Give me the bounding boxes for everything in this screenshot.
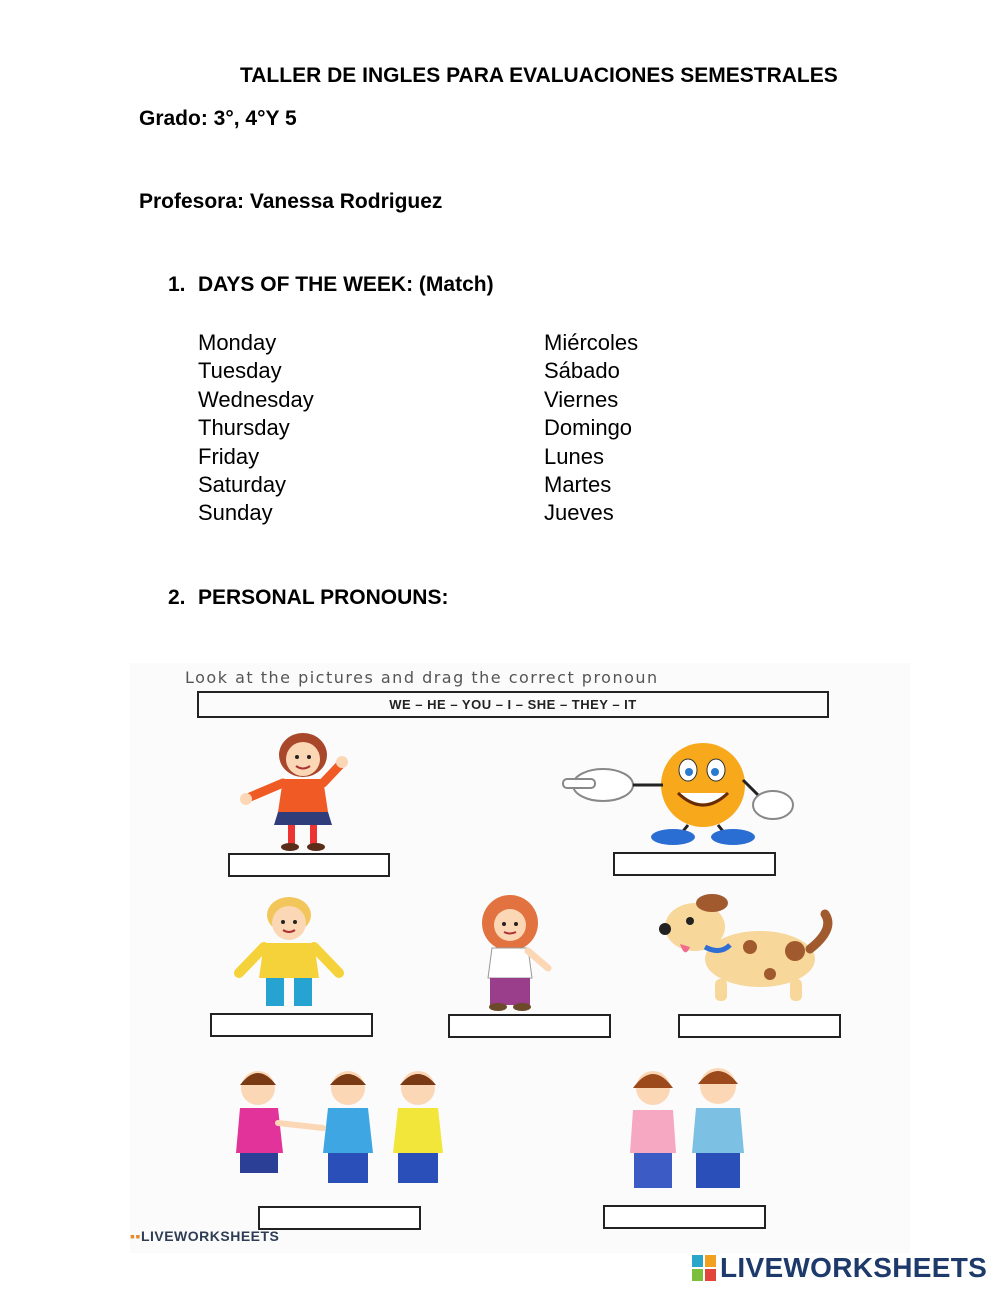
english-day[interactable]: Tuesday [198, 358, 282, 384]
english-days-list [198, 329, 314, 528]
answer-box-2[interactable] [613, 852, 776, 876]
spanish-day[interactable]: Viernes [544, 386, 619, 412]
page-title: TALLER DE INGLES PARA EVALUACIONES SEMESTRALES [240, 64, 838, 87]
liveworksheets-logo [692, 1252, 987, 1284]
liveworksheets-small-logo [130, 1228, 279, 1244]
exercise-instruction: Look at the pictures and drag the correct pronoun [185, 668, 659, 687]
boy-and-girl-picture [608, 1058, 768, 1203]
word-bank: WE – HE – YOU – I – SHE – THEY – IT [197, 691, 829, 718]
spanish-day[interactable]: Miércoles [544, 330, 639, 355]
section-1-title: DAYS OF THE WEEK: (Match) [198, 273, 494, 296]
english-day[interactable]: Monday [198, 330, 277, 355]
section-1-number: 1. [168, 273, 186, 296]
liveworksheets-small-mark-icon: ▪▪ [130, 1228, 141, 1244]
red-haired-girl-picture [460, 893, 560, 1013]
spanish-days-list [544, 329, 638, 528]
answer-box-3[interactable] [210, 1013, 373, 1037]
section-2-title: PERSONAL PRONOUNS: [198, 586, 449, 609]
liveworksheets-mark-icon [692, 1255, 716, 1281]
answer-box-4[interactable] [448, 1014, 611, 1038]
english-day[interactable]: Wednesday [198, 386, 314, 412]
section-2-heading [168, 586, 448, 610]
grade-line: Grado: 3°, 4°Y 5 [139, 107, 297, 130]
english-day[interactable]: Sunday [198, 500, 273, 526]
english-day[interactable]: Friday [198, 443, 260, 469]
girl-waving-picture [228, 727, 378, 852]
blond-boy-picture [224, 893, 354, 1011]
pronoun-exercise [130, 663, 910, 1253]
answer-box-6[interactable] [258, 1206, 421, 1230]
spanish-day[interactable]: Jueves [544, 500, 614, 526]
spanish-day[interactable]: Domingo [544, 415, 633, 441]
teacher-line: Profesora: Vanessa Rodriguez [139, 190, 443, 213]
answer-box-7[interactable] [603, 1205, 766, 1229]
girl-and-two-boys-picture [228, 1063, 468, 1203]
section-1-heading [168, 273, 494, 297]
liveworksheets-text: LIVEWORKSHEETS [720, 1252, 988, 1283]
english-day[interactable]: Saturday [198, 472, 287, 498]
spanish-day[interactable]: Lunes [544, 443, 604, 469]
dog-picture [650, 889, 840, 1009]
smiley-pointing-picture [558, 735, 803, 845]
spanish-day[interactable]: Martes [544, 472, 612, 498]
answer-box-5[interactable] [678, 1014, 841, 1038]
answer-box-1[interactable] [228, 853, 390, 877]
english-day[interactable]: Thursday [198, 415, 290, 441]
section-2-number: 2. [168, 586, 186, 609]
spanish-day[interactable]: Sábado [544, 358, 620, 384]
liveworksheets-small-text: LIVEWORKSHEETS [140, 1228, 280, 1244]
